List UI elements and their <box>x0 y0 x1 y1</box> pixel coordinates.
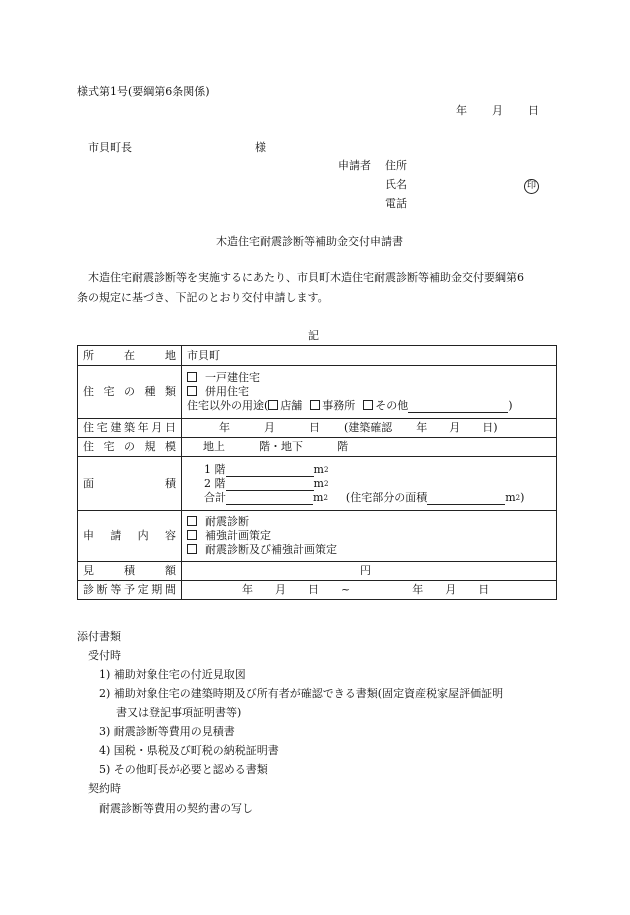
estimate-label: 見 積 額 <box>83 564 176 577</box>
checkbox-store[interactable] <box>268 400 278 410</box>
built-date-label: 住 宅 建 築 年 月 日 <box>83 421 176 434</box>
attachment-item: 1) 補助対象住宅の付近見取図 <box>99 668 246 681</box>
date-month: 月 <box>492 104 503 117</box>
detached-label: 一戸建住宅 <box>205 371 260 384</box>
house-type-label: 住 宅 の 種 類 <box>83 385 176 398</box>
location-label: 所 在 地 <box>83 348 176 362</box>
contract-heading: 契約時 <box>88 782 121 795</box>
checkbox-other[interactable] <box>363 400 373 410</box>
address-label: 住所 <box>385 159 407 172</box>
row-area: 面 積 1 階 $m^2$ 2 階 $m^2$ 合計 $m^2$ (住宅部分の面積 $m^2$) <box>78 457 557 511</box>
row-scale: 住 宅 の 規 模 地上 階・地下 階 <box>78 438 557 457</box>
checkbox-mixed-use[interactable] <box>187 386 197 396</box>
area-label: 面 積 <box>83 476 176 490</box>
checkbox-reinforcement-plan[interactable] <box>187 530 197 540</box>
seal-icon: 印 <box>524 179 539 194</box>
row-period: 診 断 等 予 定 期 間 年 月 日 ~ 年 月 日 <box>78 581 557 600</box>
name-label: 氏名 <box>385 178 407 191</box>
row-built-date: 住 宅 建 築 年 月 日 年 月 日 (建築確認 年 月 日) <box>78 419 557 438</box>
application-table <box>77 345 557 600</box>
honorific: 様 <box>255 141 266 154</box>
body-line-1: 木造住宅耐震診断等を実施するにあたり、市貝町木造住宅耐震診断等補助金交付要綱第6 <box>88 271 524 284</box>
ki-heading: 記 <box>308 329 319 342</box>
scale-label: 住 宅 の 規 模 <box>83 440 176 453</box>
body-line-2: 条の規定に基づき、下記のとおり交付申請します。 <box>77 291 329 304</box>
mayor-label: 市貝町長 <box>88 141 132 154</box>
mixed-use-label: 併用住宅 <box>205 385 249 398</box>
content-label: 申 請 内 容 <box>83 529 176 542</box>
applicant-label: 申請者 <box>338 159 371 172</box>
row-application-content: 申 請 内 容 耐震診断 補強計画策定 耐震診断及び補強計画策定 <box>78 511 557 562</box>
date-year: 年 <box>456 104 467 117</box>
checkbox-diagnosis-and-plan[interactable] <box>187 544 197 554</box>
checkbox-diagnosis[interactable] <box>187 516 197 526</box>
estimate-unit: 円 <box>360 564 371 577</box>
total-area-field[interactable] <box>226 493 313 505</box>
attachment-item: 5) その他町長が必要と認める書類 <box>99 763 268 776</box>
document-title: 木造住宅耐震診断等補助金交付申請書 <box>216 235 403 248</box>
phone-label: 電話 <box>385 197 407 210</box>
other-use-field[interactable] <box>408 401 508 413</box>
location-value: 市貝町 <box>182 346 557 366</box>
floor1-area-field[interactable] <box>226 465 314 477</box>
reception-heading: 受付時 <box>88 649 121 662</box>
checkbox-detached[interactable] <box>187 372 197 382</box>
row-estimate <box>78 562 557 581</box>
attachment-item-continued: 書又は登記事項証明書等) <box>116 706 242 719</box>
date-day: 日 <box>528 104 539 117</box>
row-location <box>78 346 557 366</box>
period-label: 診 断 等 予 定 期 間 <box>83 583 176 596</box>
attachment-item: 3) 耐震診断等費用の見積書 <box>99 725 235 738</box>
residential-area-field[interactable] <box>427 493 505 505</box>
row-house-type: 住 宅 の 種 類 一戸建住宅 併用住宅 住宅以外の用途( 店舗 事務所 その他 ) <box>78 366 557 419</box>
floor2-area-field[interactable] <box>226 479 314 491</box>
contract-item: 耐震診断等費用の契約書の写し <box>99 802 253 815</box>
attachment-item: 2) 補助対象住宅の建築時期及び所有者が確認できる書類(固定資産税家屋評価証明 <box>99 687 504 700</box>
attachment-item: 4) 国税・県税及び町税の納税証明書 <box>99 744 279 757</box>
form-number: 様式第1号(要綱第6条関係) <box>77 85 210 98</box>
checkbox-office[interactable] <box>310 400 320 410</box>
seal-mark <box>524 178 539 194</box>
attachments-title: 添付書類 <box>77 630 121 643</box>
